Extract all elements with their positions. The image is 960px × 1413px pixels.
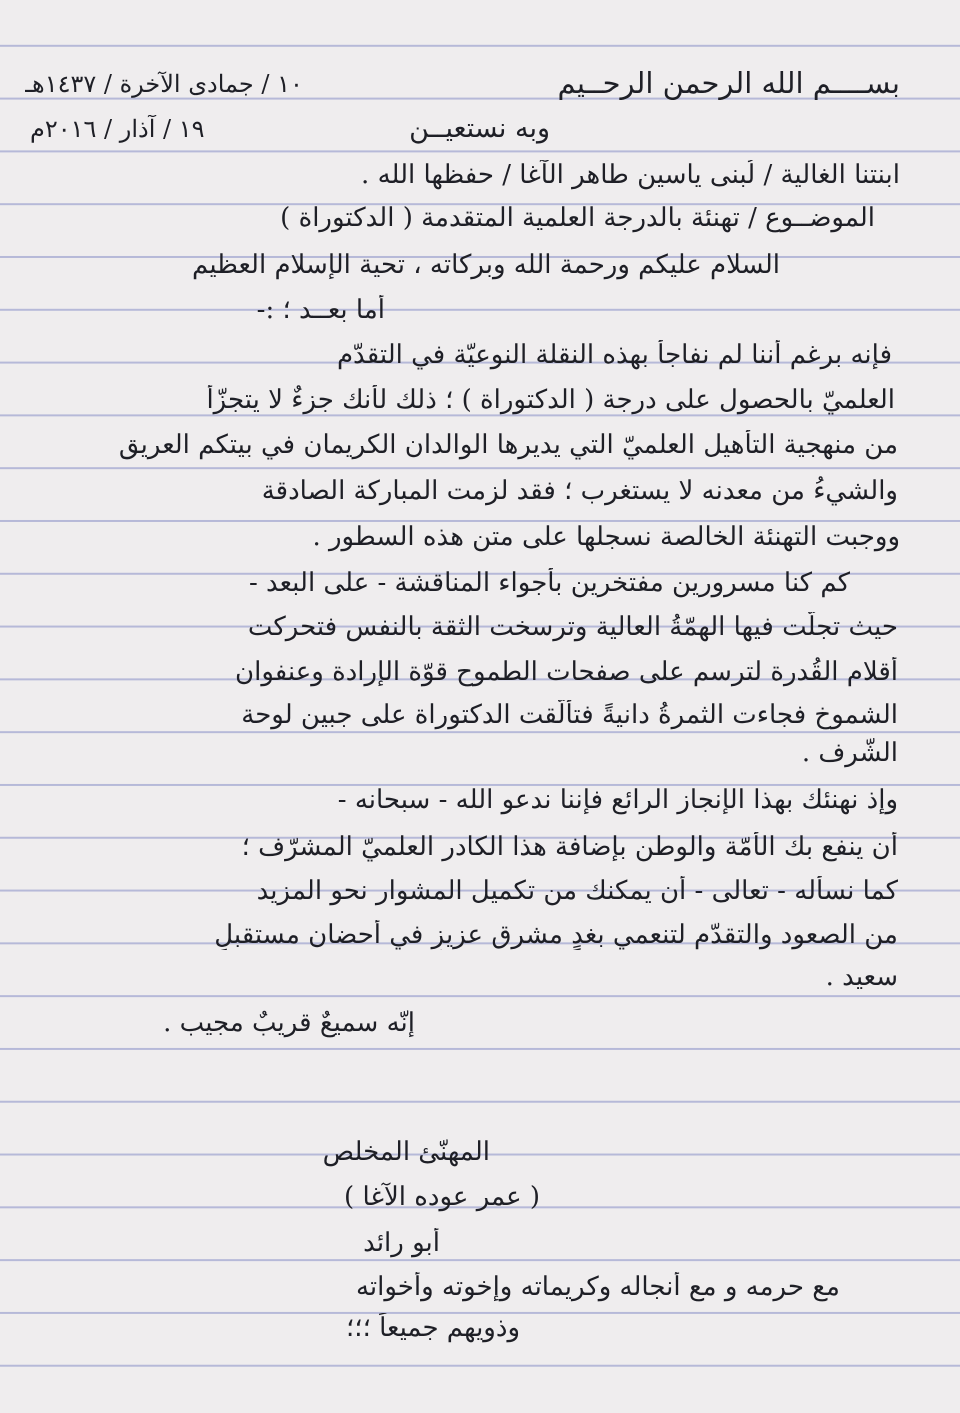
paragraph3-line: أن ينفع بك الأمّة والوطن بإضافة هذا الكادر العلميّ المشرّف ؛	[241, 832, 898, 862]
paragraph1-line: من منهجية التأهيل العلميّ التي يديرها الوالدان الكريمان في بيتكم العريق	[118, 430, 898, 460]
paragraph2-line: الشموخ فجاءت الثمرةُ دانيةً فتألّقت الدكتوراة على جبين لوحة	[241, 700, 898, 730]
signature-note-line2: وذويهم جميعاً ؛؛؛	[346, 1313, 520, 1343]
nastaeen: وبه نستعيــن	[409, 113, 550, 144]
paragraph3-line: كما نسأله - تعالى - أن يمكنك من تكميل المشوار نحو المزيد	[256, 876, 898, 906]
paragraph2-line: الشّرف .	[801, 738, 898, 768]
closing-dua: إنّه سميعٌ قريبٌ مجيب .	[163, 1008, 415, 1038]
greeting: السلام عليكم ورحمة الله وبركاته ، تحية الإسلام العظيم	[192, 250, 780, 280]
paragraph2-line: حيث تجلّت فيها الهمّةُ العالية وترسخت الثقة بالنفس فتحركت	[247, 612, 898, 642]
paragraph3-line: من الصعود والتقدّم لتنعمي بغدٍ مشرقٍ عزيزٍ في أحضان مستقبلٍ	[214, 920, 898, 950]
paragraph1-line: ووجبت التهنئة الخالصة نسجلها على متن هذه السطور .	[312, 522, 900, 552]
addressee: ابنتنا الغالية / لُبنى ياسين طاهر الآغا / حفظها الله .	[361, 160, 900, 190]
paragraph3-line: سعيد .	[825, 962, 898, 992]
paragraph2-line: كم كنا مسرورين مفتخرين بأجواء المناقشة - على البعد -	[248, 568, 850, 598]
signature-title: المهنّئ المخلص	[322, 1137, 490, 1167]
paragraph1-line: فإنه برغم أننا لم نفاجأ بهذه النقلة النوعيّة في التقدّم	[336, 340, 892, 370]
hijri-date: ١٠ / جمادى الآخرة / ١٤٣٧هـ	[25, 70, 303, 98]
paragraph2-line: أقلام القُدرة لترسم على صفحات الطموح قوّة الإرادة وعنفوان	[235, 657, 898, 687]
amma-baad: أما بعــد ؛ :-	[256, 295, 385, 325]
basmala: بســــم الله الرحمن الرحــيم	[557, 66, 900, 100]
signature-kunya: أبو رائد	[363, 1228, 440, 1258]
gregorian-date: ١٩ / آذار / ٢٠١٦م	[30, 115, 205, 143]
signature-note-line1: مع حرمه و مع أنجاله وكريماته وإخوته وأخواته	[355, 1272, 840, 1302]
paragraph1-line: والشيءُ من معدنه لا يستغرب ؛ فقد لزمت المباركة الصادقة	[261, 476, 898, 506]
paragraph3-line: وإذ نهنئك بهذا الإنجاز الرائع فإننا ندعو الله - سبحانه -	[337, 785, 898, 815]
paragraph1-line: العلميّ بالحصول على درجة ( الدكتوراة ) ؛ ذلك لأنك جزءٌ لا يتجزّأ	[206, 385, 895, 415]
subject: الموضــوع / تهنئة بالدرجة العلمية المتقدمة ( الدكتوراة )	[280, 203, 875, 233]
signature-name: ( عمر عوده الآغا )	[344, 1182, 540, 1212]
